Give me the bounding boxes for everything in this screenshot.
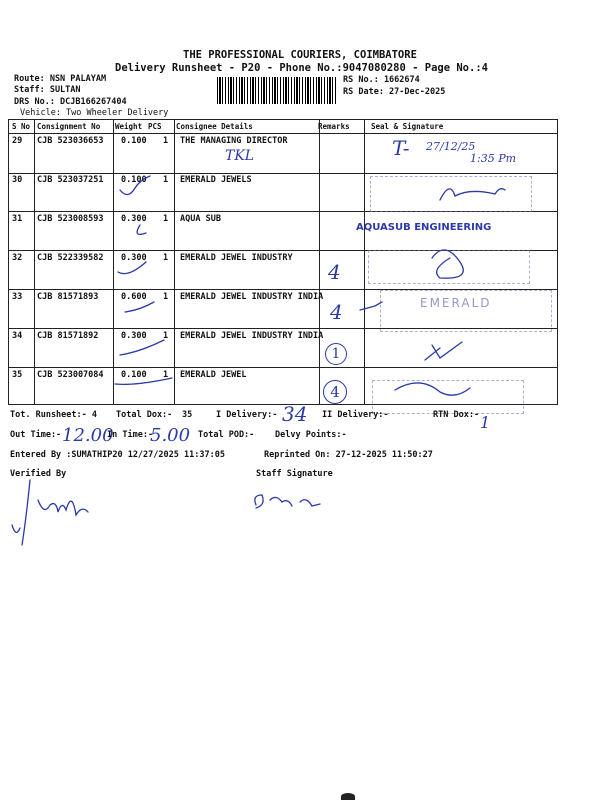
tick-mark xyxy=(120,340,164,355)
total-dox-label: Total Dox:- xyxy=(116,410,173,420)
handwritten-remark: 4 xyxy=(328,260,341,284)
row-pcs: 1 xyxy=(163,370,169,380)
reprinted-on: Reprinted On: 27-12-2025 11:50:27 xyxy=(264,450,433,460)
in-time-value: 5.00 xyxy=(150,425,191,446)
row-pcs: 1 xyxy=(163,214,169,224)
row-consignment: CJB 522339582 xyxy=(37,253,104,263)
signature-mark xyxy=(432,250,463,278)
row-consignment: CJB 81571893 xyxy=(37,292,99,302)
tick-mark xyxy=(115,378,172,384)
tick-mark xyxy=(137,225,146,234)
row-consignee: EMERALD JEWEL xyxy=(180,370,247,380)
company-title: THE PROFESSIONAL COURIERS, COIMBATORE xyxy=(183,49,417,61)
row-weight: 0.100 xyxy=(121,175,147,185)
stamp-text-aquasub: AQUASUB ENGINEERING xyxy=(356,222,492,233)
handwritten-remark: 4 xyxy=(330,300,343,324)
runsheet-subtitle: Delivery Runsheet - P20 - Phone No.:9047080280 - Page No.:4 xyxy=(115,62,488,74)
row-weight: 0.100 xyxy=(121,370,147,380)
row-consignment: CJB 81571892 xyxy=(37,331,99,341)
drs-label: DRS No.: DCJB166267404 xyxy=(14,97,127,107)
header-consignee: Consignee Details xyxy=(176,122,253,131)
in-time-label: In Time:- xyxy=(107,430,154,440)
handwritten-remark: 1 xyxy=(325,343,347,365)
row-consignee: AQUA SUB xyxy=(180,214,221,224)
header-remarks: Remarks xyxy=(318,122,350,131)
row-pcs: 1 xyxy=(163,331,169,341)
rtn-dox-label: RTN Dox:- xyxy=(433,410,480,420)
staff-signature-label: Staff Signature xyxy=(256,469,333,479)
handwritten-initials: TKL xyxy=(225,148,255,164)
scan-blot xyxy=(341,793,355,800)
tick-mark xyxy=(125,302,154,312)
row-sno: 32 xyxy=(12,253,23,263)
row-consignee: THE MANAGING DIRECTOR xyxy=(180,136,288,146)
row-pcs: 1 xyxy=(163,253,169,263)
tick-mark xyxy=(118,262,146,274)
signature-mark xyxy=(440,189,505,200)
row-consignment: CJB 523036653 xyxy=(37,136,104,146)
verified-by-label: Verified By xyxy=(10,469,67,479)
row-sno: 29 xyxy=(12,136,23,146)
row-weight: 0.600 xyxy=(121,292,147,302)
row-sno: 30 xyxy=(12,175,23,185)
route-label: Route: NSN PALAYAM xyxy=(14,74,107,84)
handwritten-date: 27/12/25 xyxy=(426,140,476,153)
signature-mark xyxy=(395,383,470,395)
out-time-label: Out Time:- xyxy=(10,430,62,440)
total-pod-label: Total POD:- xyxy=(198,430,255,440)
header-sno: S No xyxy=(12,122,31,131)
verified-signature xyxy=(12,480,88,545)
delvy-points-label: Delvy Points:- xyxy=(275,430,347,440)
row-sno: 35 xyxy=(12,370,23,380)
ii-delivery-label: II Delivery:- xyxy=(322,410,389,420)
row-pcs: 1 xyxy=(163,175,169,185)
header-pcs: PCS xyxy=(148,122,162,131)
handwritten-mark: T- xyxy=(392,136,410,160)
rtn-dox-value: 1 xyxy=(480,413,491,432)
row-consignee: EMERALD JEWEL INDUSTRY INDIA xyxy=(180,292,324,302)
tot-runsheet: Tot. Runsheet:- 4 xyxy=(10,410,97,420)
row-consignee: EMERALD JEWEL INDUSTRY INDIA xyxy=(180,331,324,341)
rs-number: RS No.: 1662674 xyxy=(343,75,420,85)
row-consignment: CJB 523037251 xyxy=(37,175,104,185)
arrow-mark xyxy=(360,302,382,310)
header-seal: Seal & Signature xyxy=(371,122,444,131)
handwritten-remark: 4 xyxy=(323,380,347,404)
handwritten-time: 1:35 Pm xyxy=(470,152,517,165)
signature-mark xyxy=(425,342,462,360)
stamp-text-emerald: EMERALD xyxy=(420,296,492,310)
row-pcs: 1 xyxy=(163,292,169,302)
header-consignment: Consignment No xyxy=(37,122,101,131)
staff-signature-mark xyxy=(255,495,320,508)
i-delivery-label: I Delivery:- xyxy=(216,410,278,420)
row-sno: 34 xyxy=(12,331,23,341)
i-delivery-value: 34 xyxy=(282,402,308,426)
header-weight: Weight xyxy=(115,122,143,131)
row-consignment: CJB 523007084 xyxy=(37,370,104,380)
row-weight: 0.300 xyxy=(121,214,147,224)
out-time-value: 12.00 xyxy=(62,425,114,446)
row-pcs: 1 xyxy=(163,136,169,146)
vehicle-label: Vehicle: Two Wheeler Delivery xyxy=(20,108,169,118)
rs-date: RS Date: 27-Dec-2025 xyxy=(343,87,446,97)
row-weight: 0.300 xyxy=(121,331,147,341)
row-weight: 0.300 xyxy=(121,253,147,263)
row-sno: 31 xyxy=(12,214,23,224)
row-consignee: EMERALD JEWEL INDUSTRY xyxy=(180,253,293,263)
entered-by: Entered By :SUMATHIP20 12/27/2025 11:37:05 xyxy=(10,450,225,460)
row-consignee: EMERALD JEWELS xyxy=(180,175,252,185)
tick-mark xyxy=(120,176,150,195)
row-weight: 0.100 xyxy=(121,136,147,146)
row-sno: 33 xyxy=(12,292,23,302)
staff-label: Staff: SULTAN xyxy=(14,85,81,95)
row-consignment: CJB 523008593 xyxy=(37,214,104,224)
total-dox-value: 35 xyxy=(182,410,193,420)
